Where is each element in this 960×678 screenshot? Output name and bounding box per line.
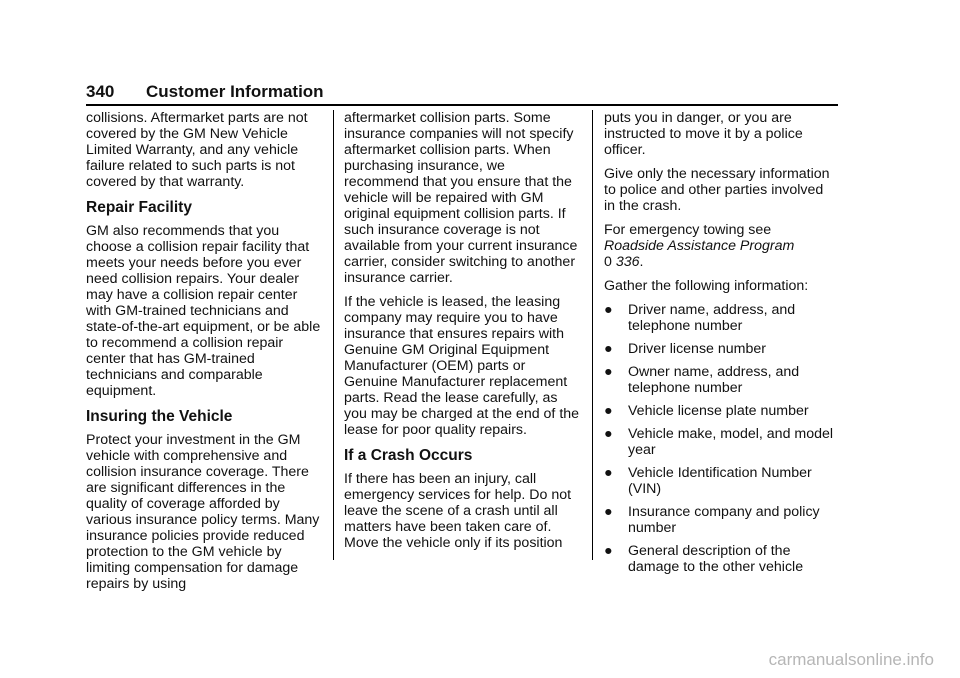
column-divider xyxy=(592,110,593,560)
paragraph: Give only the necessary information to police and other parties involved in the crash. xyxy=(604,166,830,214)
list-item: ● Owner name, address, and telephone number xyxy=(604,364,800,396)
roadside-assistance-link[interactable]: Roadside Assistance Program xyxy=(604,238,795,254)
bullet-icon: ● xyxy=(604,302,613,318)
page-number: 340 xyxy=(86,82,115,101)
list-item: ● Vehicle make, model, and model year xyxy=(604,426,834,458)
period: . xyxy=(639,254,644,270)
heading-insuring-vehicle: Insuring the Vehicle xyxy=(86,408,233,425)
header-rule xyxy=(86,104,838,106)
list-item: ● Driver license number xyxy=(604,341,766,357)
watermark: carmanualsonline.info xyxy=(768,650,934,669)
paragraph: Gather the following information: xyxy=(604,278,809,294)
bullet-icon: ● xyxy=(604,341,613,357)
info-list xyxy=(604,302,838,575)
page-ref-icon: 0 xyxy=(604,254,612,270)
list-item: ● Vehicle license plate number xyxy=(604,403,809,419)
column-1 xyxy=(86,110,326,600)
heading-if-crash-occurs: If a Crash Occurs xyxy=(344,447,473,464)
bullet-icon: ● xyxy=(604,426,613,442)
list-item: ● Driver name, address, and telephone number xyxy=(604,302,796,334)
list-item: ● Insurance company and policy number xyxy=(604,504,820,536)
bullet-icon: ● xyxy=(604,465,613,481)
list-item: ● General description of the damage to the other vehicle xyxy=(604,543,804,575)
paragraph: aftermarket collision parts. Some insurance companies will not specify aftermarket collision parts. When purchasing insurance, we recommend that you ensure that the vehicle will be repaired with GM original equipment collision parts. If such insurance coverage is not available from your current insurance carrier, consider switching to another insurance carrier. xyxy=(344,110,578,286)
section-title: Customer Information xyxy=(146,82,324,101)
page-ref-link[interactable]: 336 xyxy=(615,254,640,270)
bullet-icon: ● xyxy=(604,403,613,419)
column-3 xyxy=(604,110,838,582)
page-header xyxy=(86,82,838,106)
paragraph: GM also recommends that you choose a collision repair facility that meets your needs before you ever need collision repairs. Your dealer may have a collision repair center with GM-trained technicians and state-of-the-art equipment, or be able to recommend a collision repair center that has GM-trained technicians and comparable equipment. xyxy=(86,223,321,399)
paragraph: If there has been an injury, call emergency services for help. Do not leave the scene of a crash until all matters have been taken care of. Move the vehicle only if its position xyxy=(344,471,572,551)
paragraph: Protect your investment in the GM vehicle with comprehensive and collision insurance coverage. There are significant differences in the quality of coverage afforded by various insurance policy terms. Many insurance policies provide reduced protection to the GM vehicle by limiting compensation for damage repairs by using xyxy=(86,432,320,592)
heading-repair-facility: Repair Facility xyxy=(86,199,192,216)
paragraph: collisions. Aftermarket parts are not covered by the GM New Vehicle Limited Warranty, and any vehicle failure related to such parts is not covered by that warranty. xyxy=(86,110,308,190)
column-2 xyxy=(344,110,580,559)
towing-intro: For emergency towing see xyxy=(604,222,772,238)
paragraph-towing xyxy=(604,222,838,270)
paragraph: If the vehicle is leased, the leasing company may require you to have insurance that ensures repairs with Genuine GM Original Equipment Manufacturer (OEM) parts or Genuine Manufacturer replacement parts. Read the lease carefully, as you may be charged at the end of the lease for poor quality repairs. xyxy=(344,294,580,438)
list-item: ● Vehicle Identification Number (VIN) xyxy=(604,465,812,497)
column-divider xyxy=(333,110,334,560)
bullet-icon: ● xyxy=(604,543,613,559)
paragraph: puts you in danger, or you are instructed to move it by a police officer. xyxy=(604,110,803,158)
bullet-icon: ● xyxy=(604,504,613,520)
bullet-icon: ● xyxy=(604,364,613,380)
